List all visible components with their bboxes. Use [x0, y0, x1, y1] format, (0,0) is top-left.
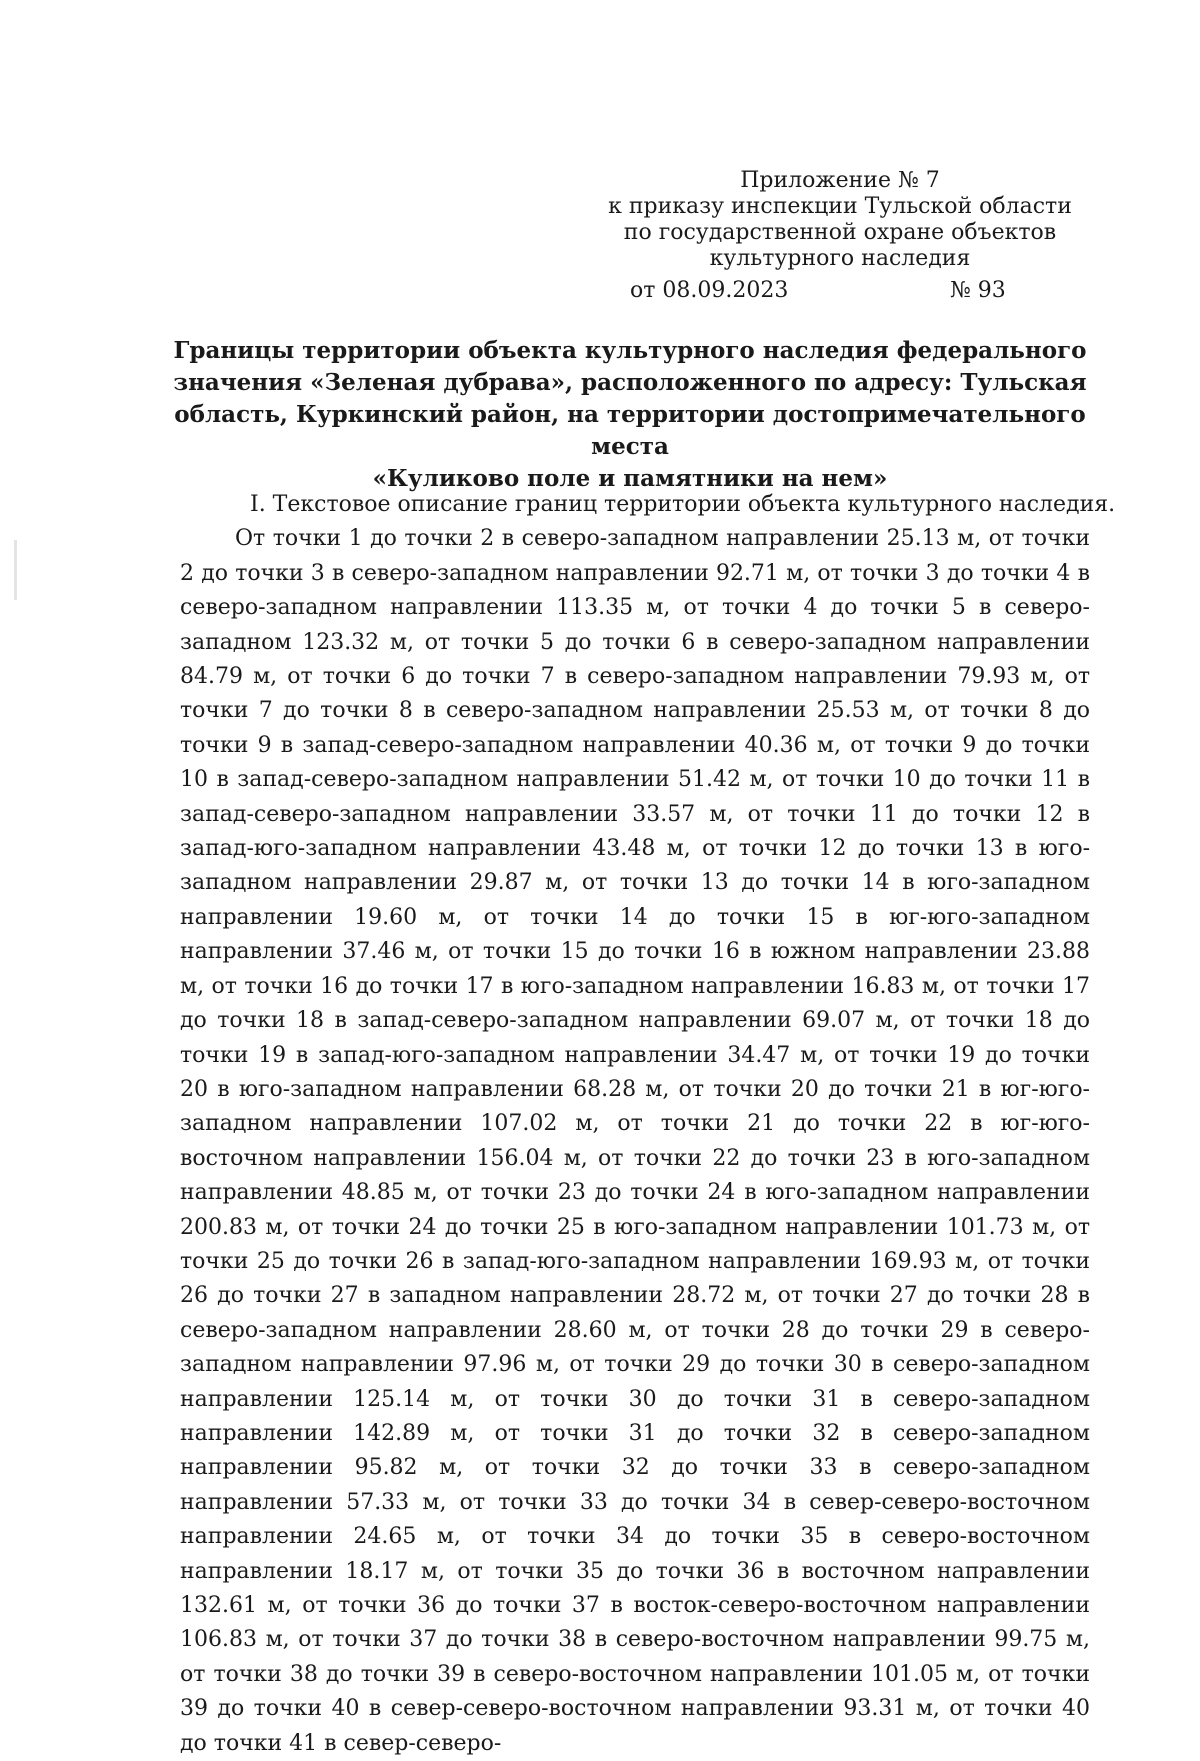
appendix-order-reference-end: культурного наследия — [709, 246, 971, 271]
scan-margin-mark — [14, 540, 17, 600]
appendix-number: Приложение № 7 — [740, 168, 940, 193]
appendix-order-reference-cont: по государственной охране объектов — [623, 220, 1057, 245]
appendix-header — [600, 168, 1080, 272]
section-heading: I. Текстовое описание границ территории объекта культурного наследия. — [250, 492, 1116, 517]
title-line-2: значения «Зеленая дубрава», расположенного по адресу: Тульская — [173, 369, 1087, 396]
document-title — [170, 335, 1090, 495]
title-line-1: Границы территории объекта культурного наследия федерального — [173, 337, 1087, 364]
title-line-3: область, Куркинский район, на территории достопримечательного места — [174, 401, 1086, 460]
order-number: № 93 — [950, 278, 1006, 303]
appendix-order-reference: к приказу инспекции Тульской области — [608, 194, 1072, 219]
order-date: от 08.09.2023 — [630, 278, 789, 303]
boundary-description: От точки 1 до точки 2 в северо-западном направлении 25.13 м, от точки 2 до точки 3 в северо-западном направлении 92.71 м, от точки 3 до точки 4 в северо-западном направлении 113.35 м, от точки 4 до точки 5 в северо-западном 123.32 м, от точки 5 до точки 6 в северо-западном направлении 84.79 м, от точки 6 до точки 7 в северо-западном направлении 79.93 м, от точки 7 до точки 8 в северо-западном направлении 25.53 м, от точки 8 до точки 9 в запад-северо-западном направлении 40.36 м, от точки 9 до точки 10 в запад-северо-западном направлении 51.42 м, от точки 10 до точки 11 в запад-северо-западном направлении 33.57 м, от точки 11 до точки 12 в запад-юго-западном направлении 43.48 м, от точки 12 до точки 13 в юго-западном направлении 29.87 м, от точки 13 до точки 14 в юго-западном направлении 19.60 м, от точки 14 до точки 15 в юг-юго-западном направлении 37.46 м, от точки 15 до точки 16 в южном направлении 23.88 м, от точки 16 до точки 17 в юго-западном направлении 16.83 м, от точки 17 до точки 18 в запад-северо-западном направлении 69.07 м, от точки 18 до точки 19 в запад-юго-западном направлении 34.47 м, от точки 19 до точки 20 в юго-западном направлении 68.28 м, от точки 20 до точки 21 в юг-юго-западном направлении 107.02 м, от точки 21 до точки 22 в юг-юго-восточном направлении 156.04 м, от точки 22 до точки 23 в юго-западном направлении 48.85 м, от точки 23 до точки 24 в юго-западном направлении 200.83 м, от точки 24 до точки 25 в юго-западном направлении 101.73 м, от точки 25 до точки 26 в запад-юго-западном направлении 169.93 м, от точки 26 до точки 27 в западном направлении 28.72 м, от точки 27 до точки 28 в северо-западном направлении 28.60 м, от точки 28 до точки 29 в северо-западном направлении 97.96 м, от точки 29 до точки 30 в северо-западном направлении 125.14 м, от точки 30 до точки 31 в северо-западном направлении 142.89 м, от точки 31 до точки 32 в северо-западном направлении 95.82 м, от точки 32 до точки 33 в северо-западном направлении 57.33 м, от точки 33 до точки 34 в север-северо-восточном направлении 24.65 м, от точки 34 до точки 35 в северо-восточном направлении 18.17 м, от точки 35 до точки 36 в восточном направлении 132.61 м, от точки 36 до точки 37 в восток-северо-восточном направлении 106.83 м, от точки 37 до точки 38 в северо-восточном направлении 99.75 м, от точки 38 до точки 39 в северо-восточном направлении 101.05 м, от точки 39 до точки 40 в север-северо-восточном направлении 93.31 м, от точки 40 до точки 41 в север-северо- — [180, 526, 1090, 1756]
title-line-4: «Куликово поле и памятники на нем» — [372, 465, 888, 492]
document-body — [180, 488, 1116, 1761]
